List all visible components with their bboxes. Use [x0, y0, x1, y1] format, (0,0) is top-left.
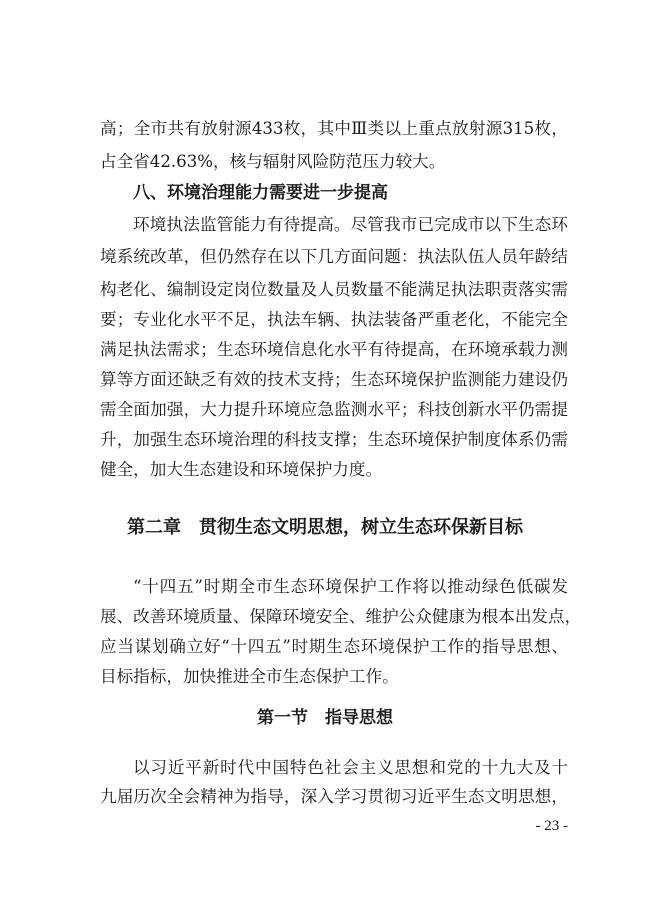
text-line: 构老化、编制设定岗位数量及人员数量不能满足执法职责落实需 [100, 280, 568, 299]
text-line: 目标指标，加快推进全市生态保护工作。 [100, 667, 399, 686]
text-line: 占全省42.63%，核与辐射风险防范压力较大。 [100, 152, 446, 171]
text-line: 境系统改革，但仍然存在以下几方面问题：执法队伍人员年龄结 [100, 247, 568, 266]
text-line: 算等方面还缺乏有效的技术支持；生态环境保护监测能力建设仍 [100, 370, 568, 389]
text-line: 要；专业化水平不足，执法车辆、执法装备严重老化，不能完全 [100, 310, 568, 329]
text-line: 以习近平新时代中国特色社会主义思想和党的十九大及十 [133, 758, 568, 777]
text-line: 九届历次全会精神为指导，深入学习贯彻习近平生态文明思想， [100, 787, 568, 806]
text-line: 应当谋划确立好“十四五”时期生态环境保护工作的指导思想、 [100, 637, 568, 656]
text-line: 健全，加大生态建设和环境保护力度。 [100, 460, 383, 479]
chapter-title: 第二章 贯彻生态文明思想，树立生态环保新目标 [127, 517, 523, 538]
text-line: 需全面加强，大力提升环境应急监测水平；科技创新水平仍需提 [100, 400, 568, 419]
text-line: 满足执法需求；生态环境信息化水平有待提高，在环境承载力测 [100, 340, 568, 359]
section-title: 第一节 指导思想 [257, 708, 393, 728]
section-heading-8: 八、环境治理能力需要进一步提高 [133, 183, 388, 203]
text-line: 升，加强生态环境治理的科技支撑；生态环境保护制度体系仍需 [100, 430, 568, 449]
page-number: - 23 - [535, 818, 568, 834]
text-line: 环境执法监管能力有待提高。尽管我市已完成市以下生态环 [133, 215, 568, 234]
text-line: 高；全市共有放射源433枚，其中Ⅲ类以上重点放射源315枚， [100, 119, 568, 138]
text-line: 展、改善环境质量、保障环境安全、维护公众健康为根本出发点， [100, 607, 582, 626]
text-line: “十四五”时期全市生态环境保护工作将以推动绿色低碳发 [133, 577, 568, 596]
